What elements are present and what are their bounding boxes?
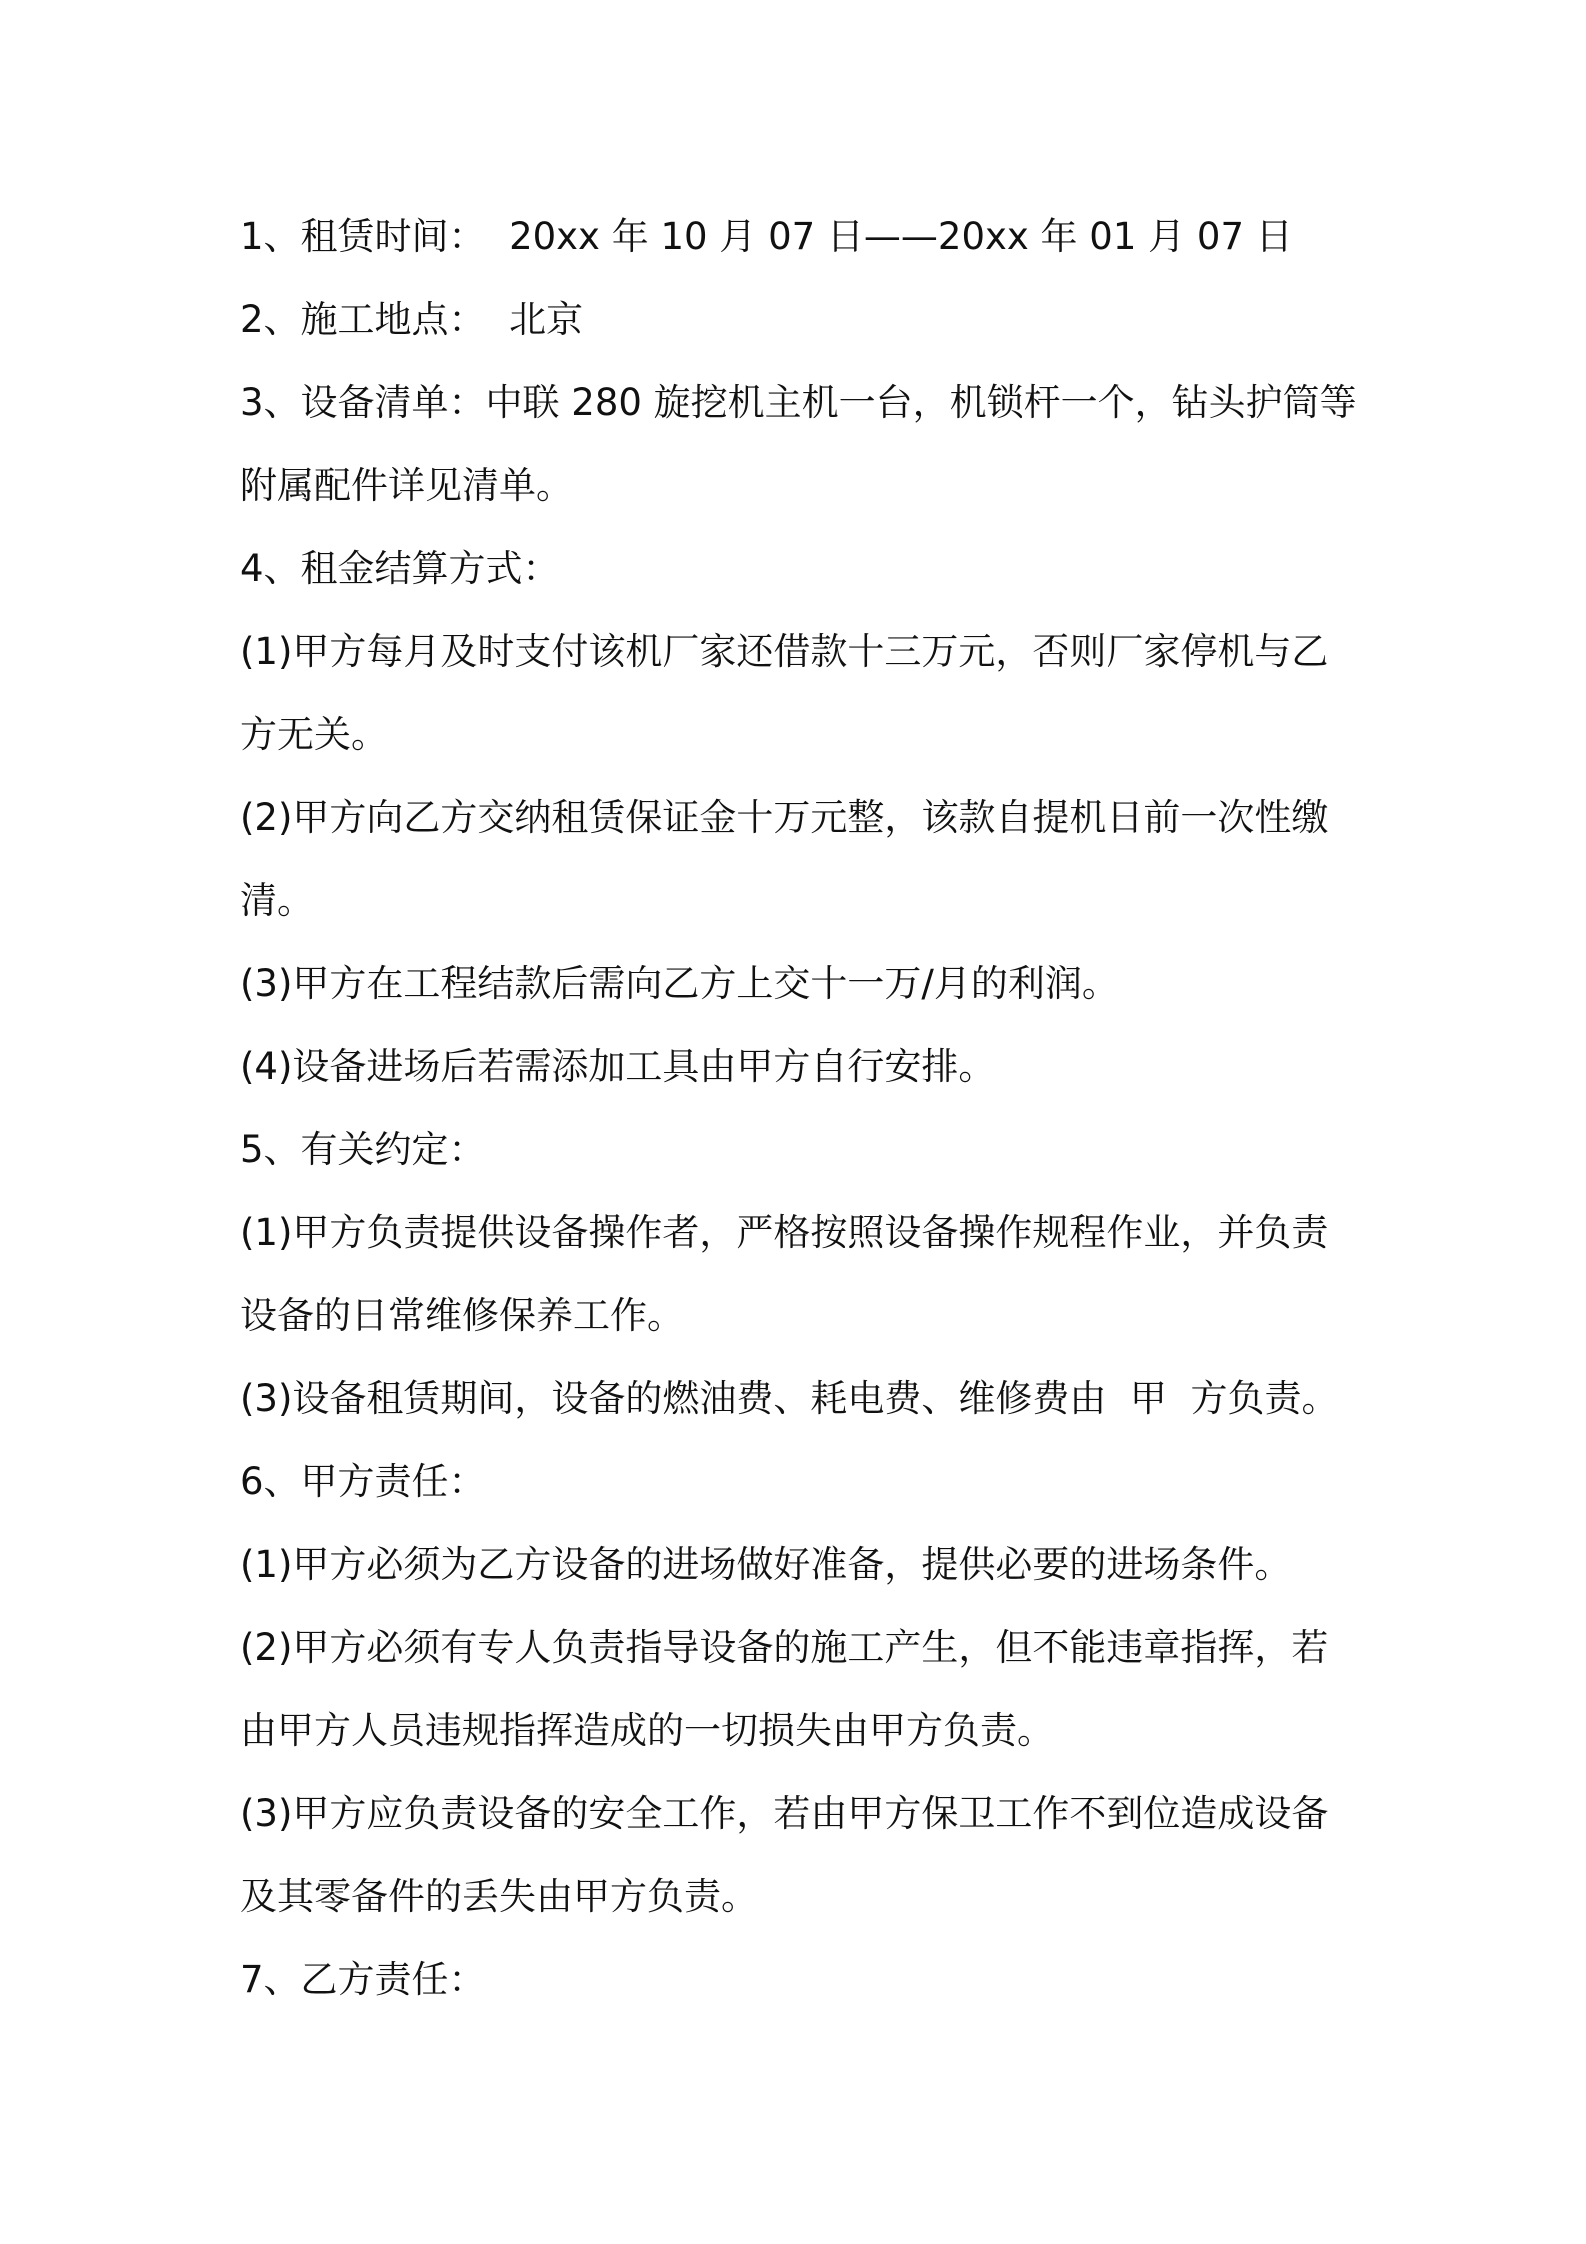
clause-5-item-1: (1)甲方负责提供设备操作者，严格按照设备操作规程作业，并负责 (240, 1211, 1329, 1254)
clause-4-item-1: (1)甲方每月及时支付该机厂家还借款十三万元，否则厂家停机与乙 (240, 630, 1329, 673)
clause-4-item-4: (4)设备进场后若需添加工具由甲方自行安排。 (240, 1045, 996, 1088)
clause-6-item-3: (3)甲方应负责设备的安全工作，若由甲方保卫工作不到位造成设备 (240, 1792, 1329, 1835)
document-body (240, 195, 1360, 2021)
clause-2-construction-site: 2、施工地点： 北京 (240, 298, 584, 341)
clause-6-heading: 6、甲方责任： (240, 1460, 486, 1503)
clause-3-equipment-list: 3、设备清单：中联 280 旋挖机主机一台，机锁杆一个，钻头护筒等 (240, 381, 1357, 424)
clause-4-item-1-cont: 方无关。 (240, 713, 388, 756)
clause-4-item-2: (2)甲方向乙方交纳租赁保证金十万元整，该款自提机日前一次性缴 (240, 796, 1329, 839)
clause-7-heading: 7、乙方责任： (240, 1958, 486, 2001)
clause-5-item-1-cont: 设备的日常维修保养工作。 (240, 1294, 684, 1337)
clause-6-item-3-cont: 及其零备件的丢失由甲方负责。 (240, 1875, 758, 1918)
clause-4-heading: 4、租金结算方式： (240, 547, 560, 590)
clause-4-item-2-cont: 清。 (240, 879, 314, 922)
clause-6-item-2-cont: 由甲方人员违规指挥造成的一切损失由甲方负责。 (240, 1709, 1054, 1752)
clause-6-item-1: (1)甲方必须为乙方设备的进场做好准备，提供必要的进场条件。 (240, 1543, 1292, 1586)
clause-4-item-3: (3)甲方在工程结款后需向乙方上交十一万/月的利润。 (240, 962, 1119, 1005)
clause-5-heading: 5、有关约定： (240, 1128, 486, 1171)
clause-6-item-2: (2)甲方必须有专人负责指导设备的施工产生，但不能违章指挥，若 (240, 1626, 1329, 1669)
clause-5-item-3: (3)设备租赁期间，设备的燃油费、耗电费、维修费由 甲 方负责。 (240, 1377, 1339, 1420)
clause-1-rental-period: 1、租赁时间： 20xx 年 10 月 07 日——20xx 年 01 月 07 日 (240, 215, 1293, 258)
clause-3-equipment-list-cont: 附属配件详见清单。 (240, 464, 573, 507)
